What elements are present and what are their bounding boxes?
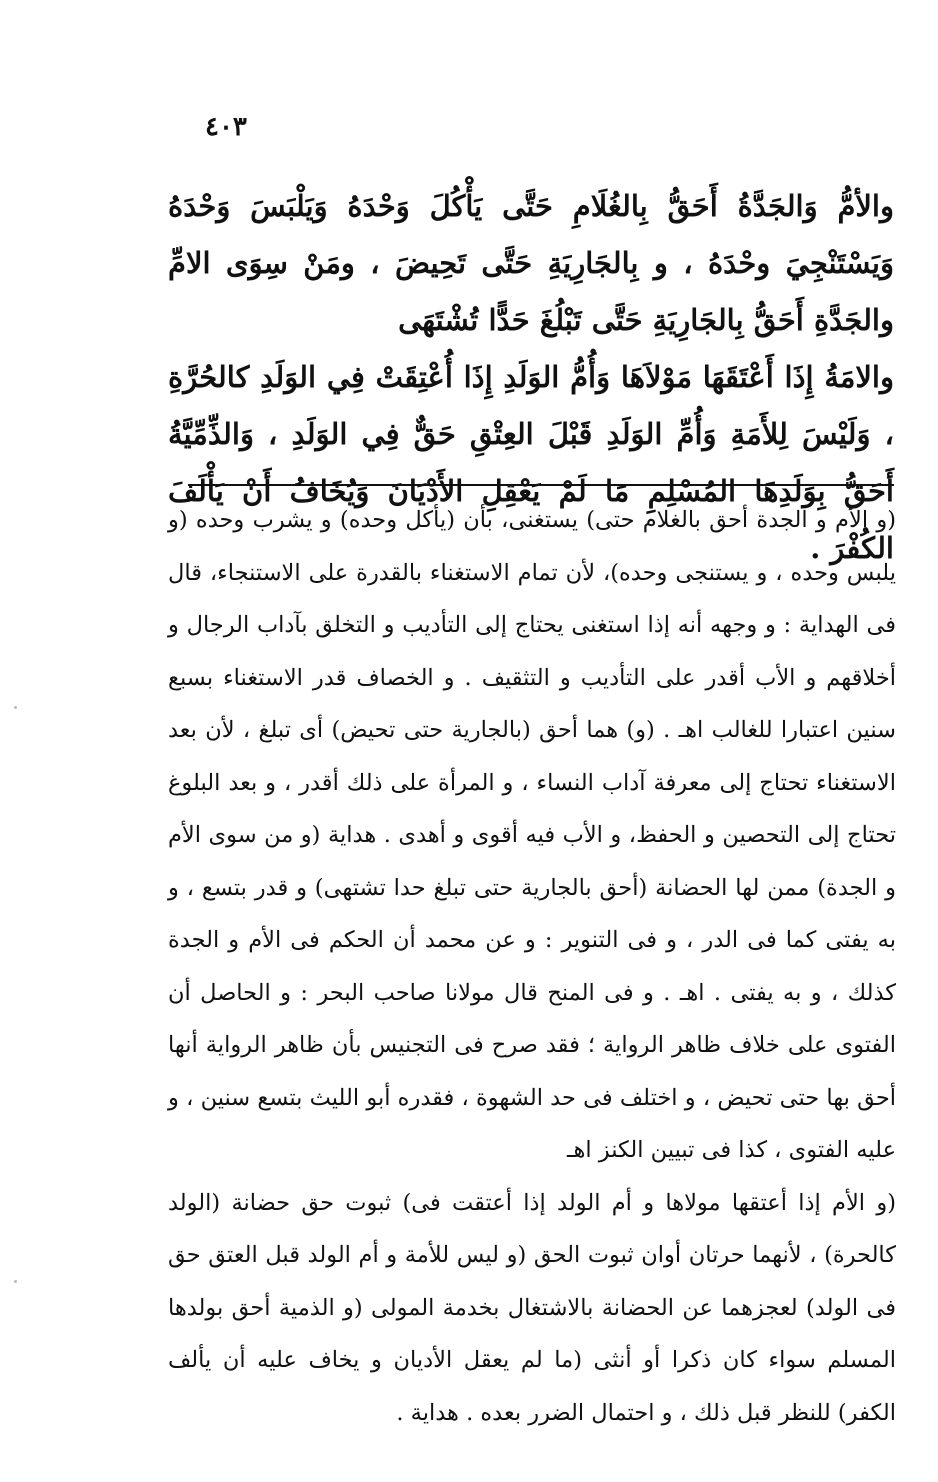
text-separator-line (188, 484, 894, 486)
commentary-paragraph: (و الأم إذا أعتقها مولاها و أم الولد إذا أعتقت فى) ثبوت حق حضانة (الولد كالحرة) ، لأنهما حرتان أوان ثبوت الحق (و ليس للأمة و أم الولد قبل العتق حق فى الولد) لعجزهما عن الحضانة بالاشتغال بخدمة المولى (و الذمية أحق بولدها المسلم سواء كان ذكرا أو أنثى (ما لم يعقل الأديان و يخاف عليه أن يألف الكفر) للنظر قبل ذلك ، و احتمال الضرر بعده . هداية . (168, 1189, 896, 1426)
scan-speck (14, 1280, 17, 1283)
commentary-text (168, 494, 896, 1439)
main-text-paragraph: والامَةُ إِذَا أَعْتَقَهَا مَوْلاَهَا وَأُمُّ الوَلَدِ إِذَا أُعْتِقَتْ فِي الوَلَدِ كالحُرَّةِ ، وَلَيْسَ لِلأَمَةِ وَأُمِّ الوَلَدِ قَبْلَ العِتْقِ حَقٌّ فِي الوَلَدِ ، وَالذِّمِّيَّةُ أَحَقُّ بِوَلَدِهَا المُسْلِمِ مَا لَمْ يَعْقِلِ الأَدْيَانَ وَيُخَافُ أَنْ يَأْلَفَ الكُفْرَ . (168, 360, 894, 565)
main-text-paragraph: والأمُّ وَالجَدَّةُ أَحَقُّ بِالغُلَامِ حَتَّى يَأْكُلَ وَحْدَهُ وَيَلْبَسَ وَحْدَهُ وَيَسْتَنْجِيَ وحْدَهُ ، و بِالجَارِيَةِ حَتَّى تَحِيضَ ، ومَنْ سِوَى الامِّ والجَدَّةِ أَحَقُّ بِالجَارِيَةِ حَتَّى تَبْلُغَ حَدًّا تُشْتَهَى (168, 189, 894, 337)
scan-speck (14, 706, 17, 709)
commentary-paragraph: (و الأم و الجدة أحق بالغلام حتى) يستغنى، بأن (يأكل وحده) و يشرب وحده (و يلبس وحده ، و يستنجى وحده)، لأن تمام الاستغناء بالقدرة على الاستنجاء، قال فى الهداية : و وجهه أنه إذا استغنى يحتاج إلى التأديب و التخلق بآداب الرجال و أخلاقهم و الأب أقدر على التأديب و التثقيف . و الخصاف قدر الاستغناء بسبع سنين اعتبارا للغالب اهـ . (و) هما أحق (بالجارية حتى تحيض) أى تبلغ ، لأن بعد الاستغناء تحتاج إلى معرفة آداب النساء ، و المرأة على ذلك أقدر ، و بعد البلوغ تحتاج إلى التحصين و الحفظ، و الأب فيه أقوى و أهدى . هداية (و من سوى الأم و الجدة) ممن لها الحضانة (أحق بالجارية حتى تبلغ حدا تشتهى) و قدر بتسع ، و به يفتى كما فى الدر ، و فى التنوير : و عن محمد أن الحكم فى الأم و الجدة كذلك ، و به يفتى . اهـ . و فى المنح قال مولانا صاحب البحر : و الحاصل أن الفتوى على خلاف ظاهر الرواية ؛ فقد صرح فى التجنيس بأن ظاهر الرواية أنها أحق بها حتى تحيض ، و اختلف فى حد الشهوة ، فقدره أبو الليث بتسع سنين ، و عليه الفتوى ، كذا فى تبيين الكنز اهـ (168, 507, 896, 1163)
page-number: ٤٠٣ (205, 112, 247, 142)
